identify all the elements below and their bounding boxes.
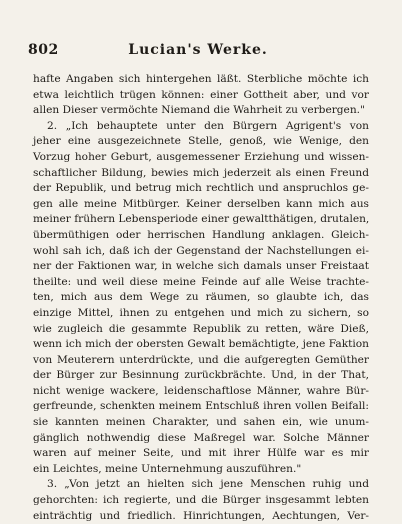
text-line: einträchtig und friedlich. Hinrichtungen, Aechtungen, Ver-: [33, 509, 369, 522]
text-line: Vorzug hoher Geburt, ausgemessener Erziehung und wissen-: [33, 150, 369, 163]
text-line: einzige Mittel, ihnen zu entgehen und mich zu sichern, so: [33, 306, 369, 319]
text-line: der Republik, und betrug mich rechtlich und anspruchlos ge-: [33, 182, 369, 195]
text-line: meiner frühern Lebensperiode einer gewaltthätigen, drutalen,: [33, 213, 370, 226]
text-line: gänglich nothwendig diese Maßregel war. Solche Männer: [33, 431, 369, 444]
page-number: 802: [28, 42, 59, 58]
text-line: übermüthigen oder herrischen Handlung anklagen. Gleich-: [33, 228, 369, 241]
text-line: allen Dieser vermöchte Niemand die Wahrheit zu verbergen.": [33, 104, 365, 117]
text-line: wenn ich mich der obersten Gewalt bemächtigte, jene Faktion: [33, 338, 369, 351]
text-line: etwa leichtlich trügen können: einer Gottheit aber, und vor: [33, 88, 369, 101]
text-line: schaftlicher Bildung, bewies mich jederzeit als einen Freund: [33, 166, 369, 179]
text-line: waren auf meiner Seite, und mit ihrer Hülfe war es mir: [33, 447, 369, 460]
text-line: gen alle meine Mitbürger. Keiner derselben kann mich aus: [33, 197, 369, 210]
text-line: nicht wenige wackere, leidenschaftlose Männer, wahre Bür-: [33, 384, 369, 397]
body-text: [33, 72, 369, 524]
text-line: gerfreunde, schenkten meinem Entschluß ihren vollen Beifall:: [33, 400, 369, 413]
text-line: jeher eine ausgezeichnete Stelle, genoß, wie Wenige, den: [33, 135, 369, 148]
text-line: wie zugleich die gesammte Republik zu retten, wäre Dieß,: [33, 322, 369, 335]
text-line: der Bürger zur Besinnung zurückbrächte. Und, in der That,: [33, 369, 369, 382]
text-line: sie kannten meinen Charakter, und sahen ein, wie unum-: [33, 416, 369, 429]
text-line: ner der Faktionen war, in welche sich damals unser Freistaat: [33, 260, 369, 273]
text-line: 3. „Von jetzt an hielten sich jene Menschen ruhig und: [47, 478, 369, 491]
text-line: ten, mich aus dem Wege zu räumen, so glaubte ich, das: [33, 291, 369, 304]
running-title: Lucian's Werke.: [128, 42, 268, 58]
text-line: theilte: und weil diese meine Feinde auf alle Weise trachte-: [33, 275, 369, 288]
text-line: von Meuterern unterdrückte, und die aufgeregten Gemüther: [33, 353, 369, 366]
text-line: ein Leichtes, meine Unternehmung auszuführen.": [33, 462, 302, 475]
text-line: hafte Angaben sich hintergehen läßt. Sterbliche möchte ich: [33, 73, 369, 85]
text-line: 2. „Ich behauptete unter den Bürgern Agrigent's von: [47, 119, 369, 132]
page-header: [28, 42, 368, 62]
text-line: gehorchten: ich regierte, und die Bürger insgesammt lebten: [33, 494, 369, 507]
text-line: wohl sah ich, daß ich der Gegenstand der Nachstellungen ei-: [33, 244, 369, 257]
